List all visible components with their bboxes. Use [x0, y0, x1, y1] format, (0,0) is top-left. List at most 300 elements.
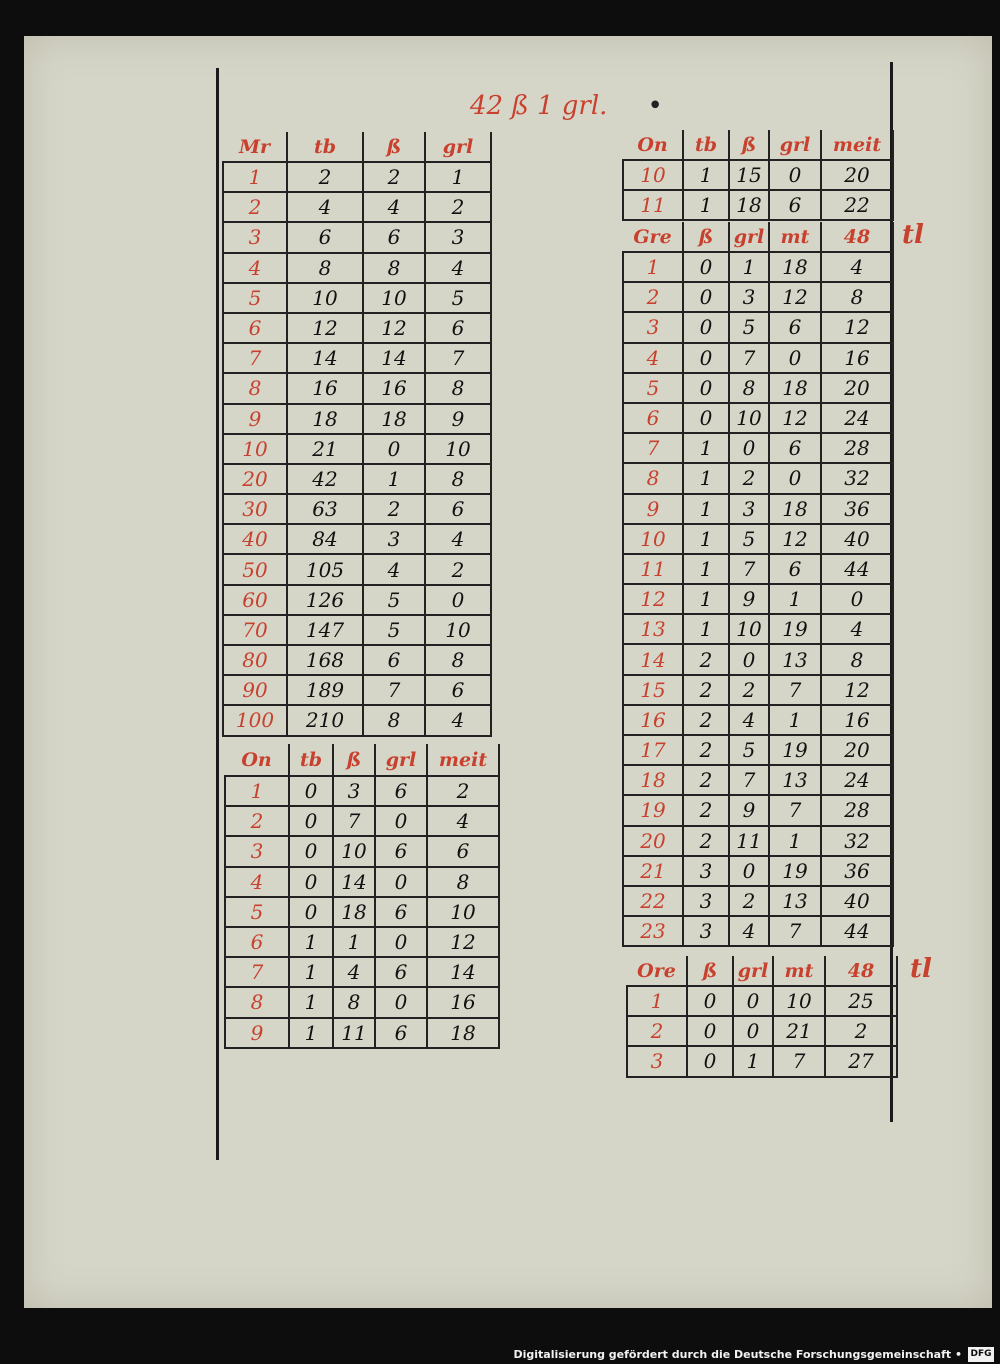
value-cell: 0 [821, 584, 893, 614]
col-header: tb [289, 744, 333, 776]
value-cell: 2 [683, 795, 729, 825]
col-header: ß [729, 130, 769, 160]
row-label-cell: 1 [623, 252, 683, 282]
row-label-cell: 3 [627, 1046, 687, 1076]
table-row [223, 464, 491, 494]
table-row [623, 614, 893, 644]
value-cell: 0 [683, 373, 729, 403]
value-cell: 14 [287, 343, 363, 373]
value-cell: 0 [769, 160, 821, 190]
table-row [223, 222, 491, 252]
value-cell: 2 [729, 463, 769, 493]
value-cell: 1 [769, 826, 821, 856]
table-row [623, 190, 893, 220]
value-cell: 2 [825, 1016, 897, 1046]
value-cell: 3 [683, 886, 729, 916]
value-cell: 7 [363, 675, 425, 705]
value-cell: 210 [287, 705, 363, 735]
value-cell: 7 [729, 554, 769, 584]
row-label-cell: 20 [223, 464, 287, 494]
value-cell: 12 [287, 313, 363, 343]
value-cell: 18 [769, 252, 821, 282]
value-cell: 0 [729, 433, 769, 463]
value-cell: 21 [287, 434, 363, 464]
row-label-cell: 8 [225, 987, 289, 1017]
value-cell: 2 [425, 554, 491, 584]
value-cell: 28 [821, 433, 893, 463]
table-row [623, 916, 893, 946]
left-margin-rule [216, 68, 219, 1160]
value-cell: 6 [425, 494, 491, 524]
table-row [223, 404, 491, 434]
row-label-cell: 15 [623, 675, 683, 705]
col-header: tb [683, 130, 729, 160]
row-label-cell: 1 [223, 162, 287, 192]
table-row [623, 705, 893, 735]
value-cell: 0 [687, 986, 733, 1016]
value-cell: 12 [363, 313, 425, 343]
row-label-cell: 21 [623, 856, 683, 886]
row-label-cell: 8 [623, 463, 683, 493]
value-cell: 0 [289, 806, 333, 836]
row-label-cell: 10 [623, 524, 683, 554]
row-label-cell: 4 [225, 867, 289, 897]
value-cell: 24 [821, 765, 893, 795]
table-body [223, 162, 491, 736]
value-cell: 6 [425, 675, 491, 705]
value-cell: 5 [729, 524, 769, 554]
value-cell: 10 [425, 434, 491, 464]
table-body [623, 160, 893, 220]
table-header-row [623, 222, 893, 252]
value-cell: 4 [363, 554, 425, 584]
table-row [223, 313, 491, 343]
row-label-cell: 14 [623, 644, 683, 674]
value-cell: 2 [363, 494, 425, 524]
value-cell: 12 [821, 312, 893, 342]
table-row [623, 343, 893, 373]
value-cell: 2 [683, 826, 729, 856]
table-row [223, 434, 491, 464]
value-cell: 4 [729, 916, 769, 946]
value-cell: 11 [729, 826, 769, 856]
value-cell: 7 [729, 343, 769, 373]
row-label-cell: 1 [627, 986, 687, 1016]
value-cell: 19 [769, 735, 821, 765]
col-header: 48 [825, 956, 897, 986]
value-cell: 0 [683, 252, 729, 282]
table-row [623, 524, 893, 554]
value-cell: 6 [375, 1018, 427, 1048]
value-cell: 0 [375, 806, 427, 836]
table-row [623, 282, 893, 312]
value-cell: 7 [425, 343, 491, 373]
table-row [225, 836, 499, 866]
row-label-cell: 4 [623, 343, 683, 373]
value-cell: 2 [683, 644, 729, 674]
value-cell: 11 [333, 1018, 375, 1048]
table-row [623, 433, 893, 463]
col-header: meit [427, 744, 499, 776]
value-cell: 1 [289, 927, 333, 957]
value-cell: 126 [287, 585, 363, 615]
row-label-cell: 100 [223, 705, 287, 735]
value-cell: 27 [825, 1046, 897, 1076]
value-cell: 9 [425, 404, 491, 434]
value-cell: 12 [769, 282, 821, 312]
table-row [623, 886, 893, 916]
table-row [223, 645, 491, 675]
value-cell: 19 [769, 614, 821, 644]
value-cell: 36 [821, 856, 893, 886]
table-row [225, 897, 499, 927]
col-header: meit [821, 130, 893, 160]
value-cell: 0 [289, 836, 333, 866]
value-cell: 6 [769, 554, 821, 584]
value-cell: 10 [729, 403, 769, 433]
row-label-cell: 3 [225, 836, 289, 866]
value-cell: 3 [333, 776, 375, 806]
value-cell: 2 [287, 162, 363, 192]
table-row [623, 644, 893, 674]
value-cell: 21 [773, 1016, 825, 1046]
table-row [623, 312, 893, 342]
table-header-row [225, 744, 499, 776]
value-cell: 0 [729, 644, 769, 674]
table-row [225, 806, 499, 836]
side-note-lower: tl [910, 954, 932, 984]
table-row [223, 494, 491, 524]
table-ounces-lower [224, 744, 500, 1049]
row-label-cell: 12 [623, 584, 683, 614]
value-cell: 0 [425, 585, 491, 615]
col-header: Ore [627, 956, 687, 986]
value-cell: 8 [821, 644, 893, 674]
row-label-cell: 6 [623, 403, 683, 433]
table-row [623, 765, 893, 795]
value-cell: 6 [427, 836, 499, 866]
value-cell: 10 [729, 614, 769, 644]
value-cell: 18 [363, 404, 425, 434]
table-row [623, 856, 893, 886]
row-label-cell: 90 [223, 675, 287, 705]
row-label-cell: 17 [623, 735, 683, 765]
row-label-cell: 10 [623, 160, 683, 190]
value-cell: 18 [769, 373, 821, 403]
value-cell: 10 [773, 986, 825, 1016]
value-cell: 8 [425, 645, 491, 675]
row-label-cell: 23 [623, 916, 683, 946]
row-label-cell: 50 [223, 554, 287, 584]
value-cell: 4 [333, 957, 375, 987]
table-row [623, 795, 893, 825]
value-cell: 4 [287, 192, 363, 222]
value-cell: 22 [821, 190, 893, 220]
value-cell: 0 [733, 1016, 773, 1046]
value-cell: 14 [427, 957, 499, 987]
value-cell: 19 [769, 856, 821, 886]
row-label-cell: 3 [623, 312, 683, 342]
value-cell: 0 [289, 776, 333, 806]
value-cell: 9 [729, 795, 769, 825]
value-cell: 2 [425, 192, 491, 222]
value-cell: 44 [821, 554, 893, 584]
table-row [623, 735, 893, 765]
row-label-cell: 5 [623, 373, 683, 403]
table-row [225, 776, 499, 806]
table-row [223, 373, 491, 403]
value-cell: 0 [729, 856, 769, 886]
dfg-logo: DFG [968, 1347, 994, 1362]
value-cell: 63 [287, 494, 363, 524]
value-cell: 4 [821, 252, 893, 282]
value-cell: 16 [427, 987, 499, 1017]
col-header: grl [769, 130, 821, 160]
table-row [225, 957, 499, 987]
col-header: Mr [223, 132, 287, 162]
row-label-cell: 2 [623, 282, 683, 312]
value-cell: 0 [683, 312, 729, 342]
value-cell: 3 [425, 222, 491, 252]
value-cell: 32 [821, 463, 893, 493]
col-header: grl [375, 744, 427, 776]
table-row [225, 867, 499, 897]
value-cell: 1 [683, 433, 729, 463]
value-cell: 8 [425, 373, 491, 403]
value-cell: 5 [363, 615, 425, 645]
value-cell: 3 [683, 916, 729, 946]
value-cell: 4 [363, 192, 425, 222]
col-header: grl [729, 222, 769, 252]
col-header: mt [773, 956, 825, 986]
value-cell: 6 [425, 313, 491, 343]
col-header: On [225, 744, 289, 776]
value-cell: 3 [729, 282, 769, 312]
value-cell: 20 [821, 373, 893, 403]
row-label-cell: 40 [223, 524, 287, 554]
row-label-cell: 70 [223, 615, 287, 645]
value-cell: 8 [821, 282, 893, 312]
value-cell: 2 [683, 705, 729, 735]
value-cell: 10 [287, 283, 363, 313]
value-cell: 105 [287, 554, 363, 584]
row-label-cell: 7 [225, 957, 289, 987]
table-row [223, 283, 491, 313]
table-body [627, 986, 897, 1077]
table-row [223, 253, 491, 283]
row-label-cell: 80 [223, 645, 287, 675]
row-label-cell: 11 [623, 554, 683, 584]
table-row [223, 554, 491, 584]
value-cell: 2 [683, 675, 729, 705]
value-cell: 8 [427, 867, 499, 897]
value-cell: 15 [729, 160, 769, 190]
value-cell: 0 [683, 282, 729, 312]
value-cell: 1 [733, 1046, 773, 1076]
row-label-cell: 18 [623, 765, 683, 795]
table-row [623, 373, 893, 403]
row-label-cell: 2 [225, 806, 289, 836]
value-cell: 28 [821, 795, 893, 825]
row-label-cell: 11 [623, 190, 683, 220]
table-row [623, 584, 893, 614]
table-body [225, 776, 499, 1048]
value-cell: 6 [375, 776, 427, 806]
value-cell: 40 [821, 886, 893, 916]
table-row [623, 494, 893, 524]
value-cell: 8 [425, 464, 491, 494]
row-label-cell: 6 [225, 927, 289, 957]
table-row [223, 585, 491, 615]
col-header: ß [687, 956, 733, 986]
value-cell: 6 [375, 836, 427, 866]
row-label-cell: 16 [623, 705, 683, 735]
value-cell: 1 [683, 463, 729, 493]
row-label-cell: 2 [627, 1016, 687, 1046]
value-cell: 44 [821, 916, 893, 946]
value-cell: 1 [683, 614, 729, 644]
value-cell: 5 [363, 585, 425, 615]
value-cell: 8 [729, 373, 769, 403]
value-cell: 13 [769, 644, 821, 674]
value-cell: 7 [769, 916, 821, 946]
value-cell: 6 [769, 433, 821, 463]
value-cell: 10 [333, 836, 375, 866]
table-marks [222, 132, 492, 737]
value-cell: 14 [363, 343, 425, 373]
value-cell: 24 [821, 403, 893, 433]
col-header: ß [683, 222, 729, 252]
table-body [623, 252, 893, 946]
table-row [623, 675, 893, 705]
value-cell: 3 [363, 524, 425, 554]
value-cell: 6 [363, 645, 425, 675]
value-cell: 12 [821, 675, 893, 705]
table-row [223, 343, 491, 373]
value-cell: 1 [683, 494, 729, 524]
table-header-row [623, 130, 893, 160]
value-cell: 1 [363, 464, 425, 494]
col-header: On [623, 130, 683, 160]
value-cell: 16 [287, 373, 363, 403]
value-cell: 16 [821, 705, 893, 735]
row-label-cell: 6 [223, 313, 287, 343]
value-cell: 1 [769, 584, 821, 614]
value-cell: 10 [427, 897, 499, 927]
table-row [225, 987, 499, 1017]
value-cell: 12 [427, 927, 499, 957]
value-cell: 25 [825, 986, 897, 1016]
table-row [623, 252, 893, 282]
row-label-cell: 9 [225, 1018, 289, 1048]
value-cell: 2 [363, 162, 425, 192]
row-label-cell: 5 [223, 283, 287, 313]
col-header: tb [287, 132, 363, 162]
value-cell: 4 [729, 705, 769, 735]
value-cell: 40 [821, 524, 893, 554]
value-cell: 4 [821, 614, 893, 644]
table-row [627, 986, 897, 1016]
value-cell: 36 [821, 494, 893, 524]
table-row [623, 463, 893, 493]
row-label-cell: 13 [623, 614, 683, 644]
table-row [223, 192, 491, 222]
value-cell: 7 [769, 795, 821, 825]
value-cell: 0 [687, 1046, 733, 1076]
value-cell: 6 [769, 312, 821, 342]
value-cell: 5 [425, 283, 491, 313]
value-cell: 10 [425, 615, 491, 645]
table-row [623, 826, 893, 856]
value-cell: 10 [363, 283, 425, 313]
value-cell: 2 [427, 776, 499, 806]
row-label-cell: 7 [623, 433, 683, 463]
value-cell: 0 [289, 897, 333, 927]
value-cell: 168 [287, 645, 363, 675]
value-cell: 0 [363, 434, 425, 464]
row-label-cell: 2 [223, 192, 287, 222]
footer-credit: Digitalisierung gefördert durch die Deutsche Forschungsgemeinschaft • [513, 1348, 962, 1361]
table-header-row [223, 132, 491, 162]
row-label-cell: 30 [223, 494, 287, 524]
value-cell: 13 [769, 765, 821, 795]
value-cell: 1 [289, 987, 333, 1017]
value-cell: 0 [733, 986, 773, 1016]
value-cell: 189 [287, 675, 363, 705]
table-row [225, 1018, 499, 1048]
table-row [223, 162, 491, 192]
row-label-cell: 9 [223, 404, 287, 434]
value-cell: 1 [289, 957, 333, 987]
value-cell: 4 [425, 705, 491, 735]
value-cell: 6 [375, 897, 427, 927]
page-header [470, 88, 690, 124]
table-row [623, 403, 893, 433]
value-cell: 6 [363, 222, 425, 252]
value-cell: 1 [425, 162, 491, 192]
value-cell: 2 [729, 886, 769, 916]
value-cell: 7 [769, 675, 821, 705]
value-cell: 7 [729, 765, 769, 795]
row-label-cell: 9 [623, 494, 683, 524]
value-cell: 0 [375, 987, 427, 1017]
value-cell: 1 [683, 160, 729, 190]
table-row [223, 615, 491, 645]
value-cell: 12 [769, 403, 821, 433]
value-cell: 0 [687, 1016, 733, 1046]
value-cell: 2 [729, 675, 769, 705]
table-row [223, 705, 491, 735]
value-cell: 6 [769, 190, 821, 220]
table-ounces-upper [622, 130, 894, 221]
value-cell: 5 [729, 735, 769, 765]
value-cell: 0 [683, 403, 729, 433]
value-cell: 2 [683, 765, 729, 795]
header-ornament: • [647, 91, 663, 121]
value-cell: 32 [821, 826, 893, 856]
value-cell: 7 [773, 1046, 825, 1076]
value-cell: 0 [769, 343, 821, 373]
value-cell: 5 [729, 312, 769, 342]
row-label-cell: 4 [223, 253, 287, 283]
table-row [627, 1016, 897, 1046]
value-cell: 1 [729, 252, 769, 282]
value-cell: 13 [769, 886, 821, 916]
value-cell: 0 [375, 927, 427, 957]
col-header: mt [769, 222, 821, 252]
value-cell: 8 [287, 253, 363, 283]
row-label-cell: 10 [223, 434, 287, 464]
